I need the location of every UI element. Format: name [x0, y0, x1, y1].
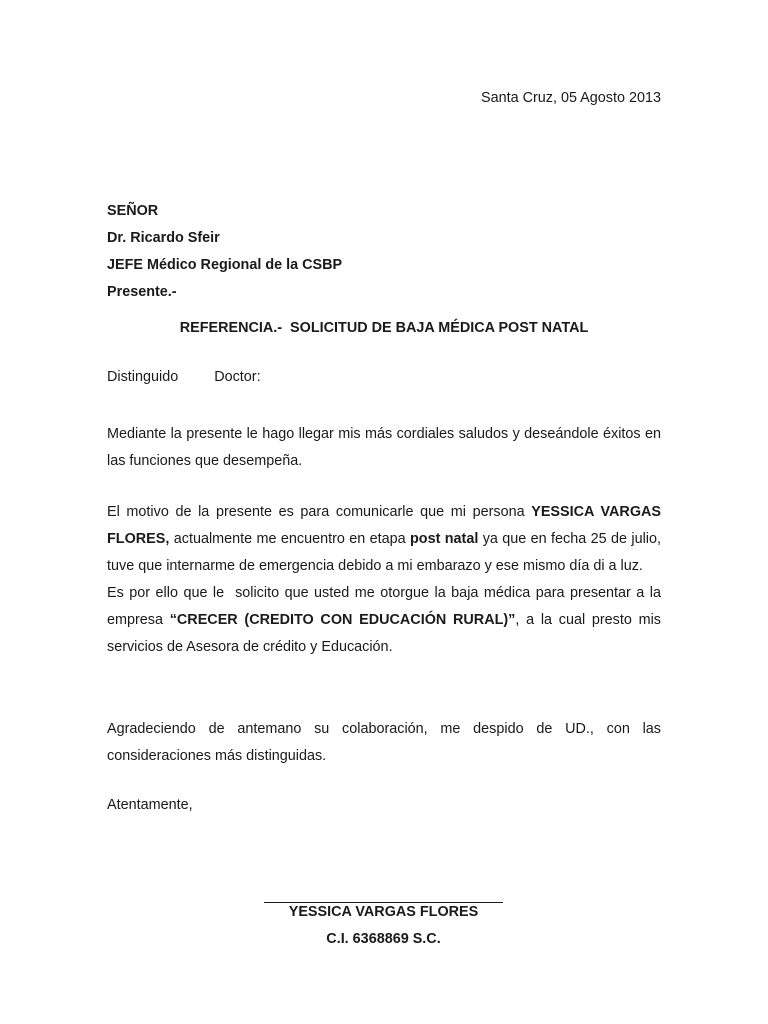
addressee-position: JEFE Médico Regional de la CSBP [107, 257, 343, 273]
salutation: Distinguido Doctor: [107, 369, 261, 385]
reference-line: REFERENCIA.- SOLICITUD DE BAJA MÉDICA POST NATAL [179, 320, 589, 336]
paragraph-request-text-5: , a la cual presto mis servicios de Asesora de crédito y Educación. [107, 612, 661, 655]
paragraph-request-text-2: actualmente me encuentro en etapa [169, 531, 411, 547]
addressee-title: SEÑOR [107, 203, 159, 219]
requester-name-bold: YESSICA VARGAS FLORES, [107, 504, 662, 547]
letter-date: Santa Cruz, 05 Agosto 2013 [480, 90, 661, 106]
paragraph-greeting: Mediante la presente le hago llegar mis más cordiales saludos y deseándole éxitos en las funciones que desempeña. [107, 426, 661, 469]
signature-line [264, 902, 503, 903]
post-natal-bold: post natal [410, 531, 479, 547]
paragraph-request-text-1: El motivo de la presente es para comunicarle que mi persona [107, 504, 532, 520]
company-name-bold: “CRECER (CREDITO CON EDUCACIÓN RURAL)” [169, 612, 516, 628]
signature-id: C.I. 6368869 S.C. [326, 931, 441, 947]
signature-name: YESSICA VARGAS FLORES [288, 904, 479, 920]
addressee-name: Dr. Ricardo Sfeir [107, 230, 220, 246]
paragraph-request-text-4: Es por ello que le solicito que usted me otorgue la baja médica para presentar a la empresa [107, 585, 665, 628]
paragraph-request [107, 499, 665, 661]
addressee-presente: Presente.- [107, 284, 177, 300]
paragraph-thanks: Agradeciendo de antemano su colaboración, me despido de UD., con las consideraciones más distinguidas. [107, 721, 661, 764]
addressee-block [107, 198, 342, 306]
closing: Atentamente, [107, 797, 193, 813]
paragraph-request-text-3: ya que en fecha 25 de julio, tuve que internarme de emergencia debido a mi embarazo y ese mismo día di a luz. [107, 531, 661, 574]
